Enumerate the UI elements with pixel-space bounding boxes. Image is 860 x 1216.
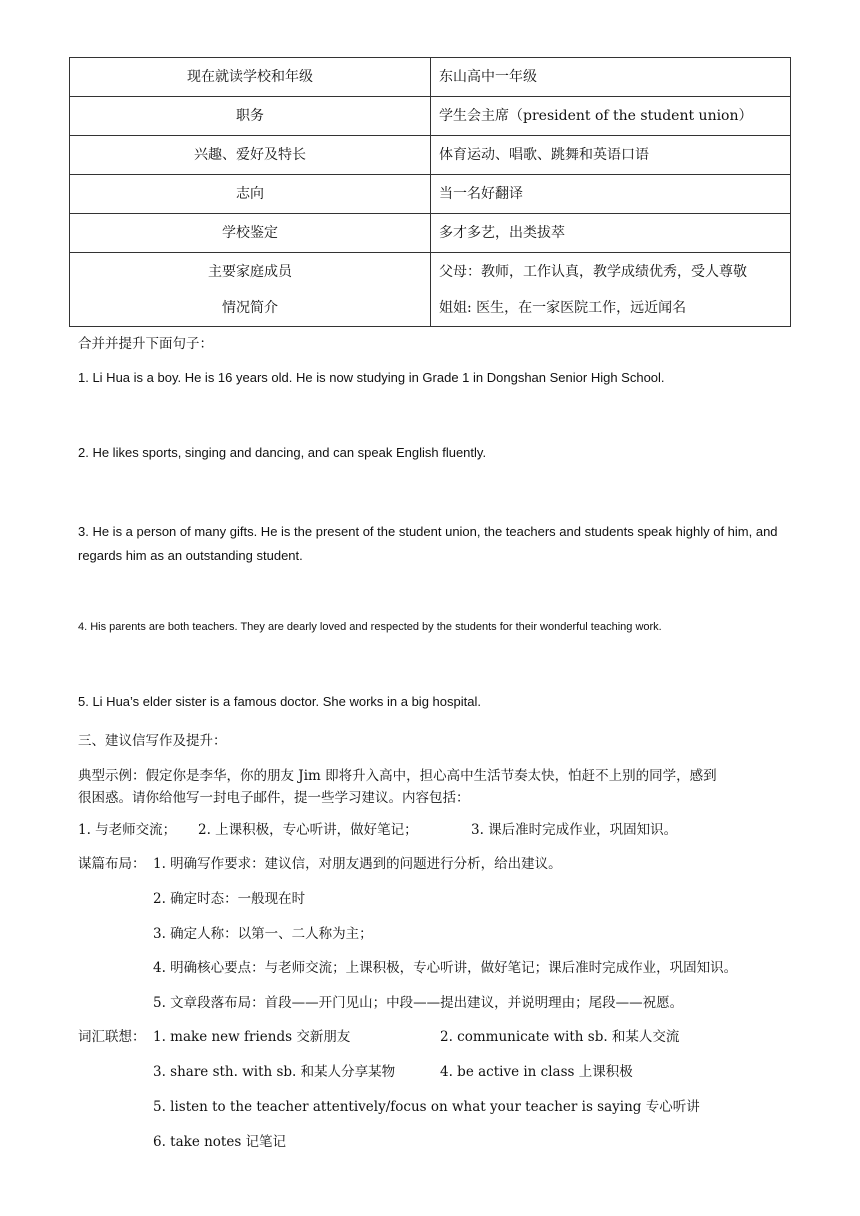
- sentence-5: 5. Li Hua’s elder sister is a famous doctor. She works in a big hospital.: [78, 694, 481, 709]
- layout-plan-item-1: 1. 明确写作要求：建议信，对朋友遇到的问题进行分析，给出建议。: [153, 856, 562, 872]
- example-line2: 很困惑。请你给他写一封电子邮件，提一些学习建议。内容包括：: [78, 790, 470, 806]
- sentence-2: 2. He likes sports, singing and dancing, and can speak English fluently.: [78, 445, 487, 460]
- family-label: [70, 253, 431, 327]
- vocab-label: 词汇联想：: [78, 1029, 146, 1045]
- table-row: [70, 58, 791, 97]
- table-label: 学校鉴定: [70, 214, 431, 253]
- family-value-line1: 父母：教师，工作认真，教学成绩优秀，受人尊敬: [439, 263, 747, 280]
- sentence-1: 1. Li Hua is a boy. He is 16 years old. He is now studying in Grade 1 in Dongshan Senior High School.: [78, 370, 665, 385]
- table-value: 多才多艺，出类拔萃: [431, 214, 791, 253]
- sentence-3: 3. He is a person of many gifts. He is the present of the student union, the teachers and students speak highly of him, and regards him as an outstanding student.: [78, 524, 778, 563]
- family-label-line1: 主要家庭成员: [208, 263, 292, 280]
- table-label: 职务: [70, 97, 431, 136]
- family-label-line2: 情况简介: [222, 299, 278, 316]
- layout-plan-item-3: 3. 确定人称：以第一、二人称为主；: [153, 926, 373, 942]
- table-row: [70, 214, 791, 253]
- layout-plan-label: 谋篇布局：: [78, 856, 146, 872]
- table-row: [70, 175, 791, 214]
- sentence-4: 4. His parents are both teachers. They are dearly loved and respected by the students for their wonderful teaching work.: [78, 621, 662, 633]
- section3-heading: 三、建议信写作及提升：: [78, 733, 227, 749]
- example-point-2: 2. 上课积极，专心听讲，做好笔记；: [198, 822, 418, 838]
- table-label: 兴趣、爱好及特长: [70, 136, 431, 175]
- vocab-item-3: 3. share sth. with sb. 和某人分享某物: [153, 1064, 396, 1080]
- layout-plan-item-2: 2. 确定时态：一般现在时: [153, 891, 306, 907]
- example-line1: 典型示例：假定你是李华，你的朋友 Jim 即将升入高中，担心高中生活节奏太快，怕赶不上别的同学，感到: [78, 768, 717, 784]
- table-value: 体育运动、唱歌、跳舞和英语口语: [431, 136, 791, 175]
- merge-heading: 合并并提升下面句子：: [78, 336, 213, 352]
- table-row: [70, 97, 791, 136]
- example-point-1: 1. 与老师交流；: [78, 822, 177, 838]
- table-value: 东山高中一年级: [431, 58, 791, 97]
- table-row-family: [70, 253, 791, 327]
- table-label: 志向: [70, 175, 431, 214]
- family-value: [431, 253, 791, 327]
- vocab-item-6: 6. take notes 记笔记: [153, 1134, 287, 1150]
- table-row: [70, 136, 791, 175]
- layout-plan-item-4: 4. 明确核心要点：与老师交流；上课积极，专心听讲，做好笔记；课后准时完成作业，巩固知识。: [153, 960, 738, 976]
- table-value: 当一名好翻译: [431, 175, 791, 214]
- table-label: 现在就读学校和年级: [70, 58, 431, 97]
- vocab-item-5: 5. listen to the teacher attentively/focus on what your teacher is saying 专心听讲: [153, 1099, 700, 1115]
- table-value: 学生会主席（president of the student union）: [431, 97, 791, 136]
- example-point-3: 3. 课后准时完成作业，巩固知识。: [471, 822, 678, 838]
- profile-table: [69, 57, 791, 327]
- family-value-line2: 姐姐: 医生，在一家医院工作，远近闻名: [439, 299, 687, 316]
- vocab-item-1: 1. make new friends 交新朋友: [153, 1029, 351, 1045]
- layout-plan-item-5: 5. 文章段落布局：首段——开门见山；中段——提出建议，并说明理由；尾段——祝愿。: [153, 995, 684, 1011]
- vocab-item-4: 4. be active in class 上课积极: [440, 1064, 633, 1080]
- vocab-item-2: 2. communicate with sb. 和某人交流: [440, 1029, 680, 1045]
